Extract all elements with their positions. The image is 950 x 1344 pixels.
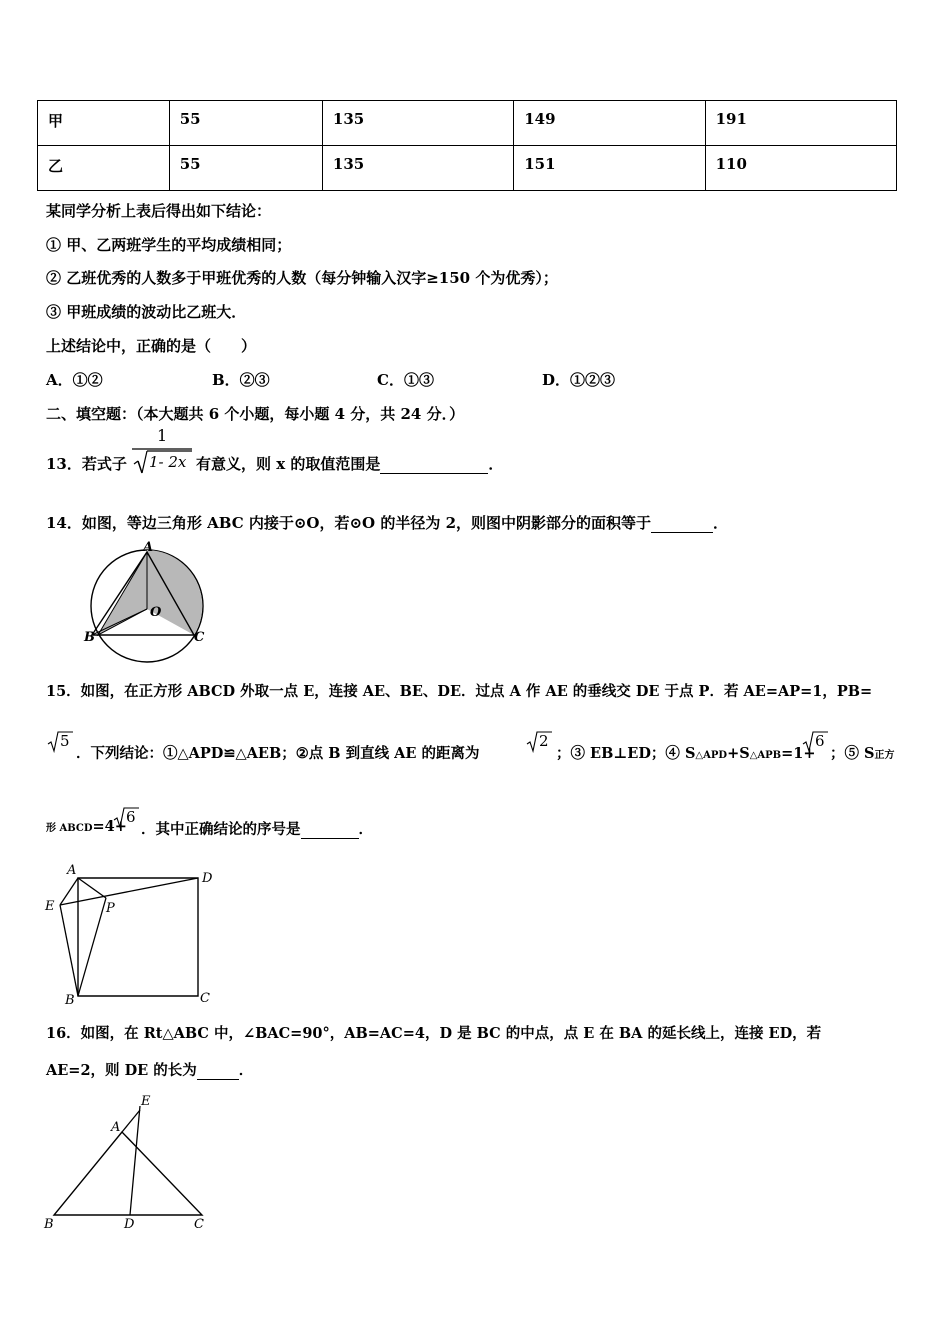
q16-line2-text: AE=2，则 DE 的长为 — [46, 1062, 197, 1079]
label-p: P — [106, 901, 115, 916]
section-2-heading: 二、填空题：（本大题共 6 个小题，每小题 4 分，共 24 分．） — [46, 405, 465, 423]
label-b: B — [65, 993, 75, 1008]
sub-apd: △APD — [695, 750, 728, 761]
square-abcd — [78, 878, 198, 996]
sqrt6b-value: 6 — [126, 808, 136, 826]
shaded-region-left — [98, 552, 147, 635]
table-cell: 191 — [705, 101, 896, 146]
q13-numerator: 1 — [157, 426, 168, 445]
q16-end: ． — [238, 1062, 254, 1079]
conclusion-2: ② 乙班优秀的人数多于甲班优秀的人数（每分钟输入汉字≥150 个为优秀）； — [46, 269, 558, 287]
q14-answer-blank[interactable] — [651, 514, 713, 533]
plus-s: +S — [727, 745, 750, 762]
q16-line1: 16．如图，在 Rt△ABC 中，∠BAC=90°，AB=AC=4，D 是 BC 的中点，点 E 在 BA 的延长线上，连接 ED，若 — [46, 1025, 822, 1042]
q15-figure — [40, 860, 225, 1010]
table-cell: 135 — [322, 146, 513, 191]
sqrt6a-value: 6 — [815, 732, 825, 750]
sub-square-1: 正方 — [874, 750, 895, 761]
label-a: A — [143, 540, 154, 555]
option-a: A．①② — [46, 371, 103, 389]
q15-line2c-text: ；⑤ S — [830, 745, 875, 762]
table-cell: 135 — [322, 101, 513, 146]
label-d: D — [202, 871, 213, 886]
q13-denominator: 1- 2x — [149, 453, 187, 471]
segment-ed — [130, 1106, 140, 1215]
label-o: O — [150, 605, 162, 620]
label-c: C — [194, 1217, 204, 1232]
q15-line2 — [76, 742, 480, 763]
table-cell: 55 — [169, 101, 322, 146]
q14-end: ． — [713, 514, 729, 532]
label-b: B — [44, 1217, 54, 1232]
segment-ed — [60, 878, 198, 905]
option-d: D．①②③ — [542, 371, 616, 389]
shaded-region-right — [147, 550, 202, 635]
sqrt5-value: 5 — [60, 732, 70, 750]
option-c: C．①③ — [377, 371, 434, 389]
table-cell: 55 — [169, 146, 322, 191]
segment-pb — [78, 898, 106, 996]
label-a: A — [67, 863, 77, 878]
q15-line3-text: ．其中正确结论的序号是 — [141, 821, 301, 838]
question-prompt: 上述结论中，正确的是（ ） — [46, 337, 257, 355]
q16-figure — [42, 1090, 222, 1235]
segment-ap — [78, 878, 106, 898]
label-b: B — [84, 630, 95, 645]
q13-answer-blank[interactable] — [380, 455, 488, 474]
table-cell: 149 — [514, 101, 705, 146]
table-cell: 甲 — [38, 101, 170, 146]
table-row — [38, 146, 897, 191]
label-e: E — [141, 1094, 151, 1109]
sqrt2-value: 2 — [539, 732, 549, 750]
label-c: C — [200, 991, 210, 1006]
sub-square-2: 形 ABCD — [46, 823, 93, 834]
table-row — [38, 101, 897, 146]
score-table — [37, 100, 897, 191]
conclusion-1: ① 甲、乙两班学生的平均成绩相同； — [46, 236, 292, 254]
q15-line2-cont — [556, 742, 816, 763]
q13-prefix: 13．若式子 — [46, 455, 127, 473]
label-c: C — [194, 630, 205, 645]
eq2: =4+ — [92, 818, 127, 835]
label-a: A — [111, 1120, 121, 1135]
table-cell: 110 — [705, 146, 896, 191]
sub-apb: △APB — [749, 750, 782, 761]
q14-question: 14．如图，等边三角形 ABC 内接于⊙O，若⊙O 的半径为 2，则图中阴影部分的面积等于 — [46, 514, 652, 532]
label-d: D — [124, 1217, 135, 1232]
triangle-abc — [54, 1132, 202, 1215]
q15-end: ． — [358, 821, 373, 838]
q15-line1: 15．如图，在正方形 ABCD 外取一点 E，连接 AE、BE、DE．过点 A 作 AE 的垂线交 DE 于点 P．若 AE=AP=1，PB= — [46, 683, 873, 700]
q16-line2 — [46, 1059, 253, 1080]
label-e: E — [45, 899, 55, 914]
option-b: B．②③ — [212, 371, 270, 389]
q16-answer-blank[interactable] — [197, 1062, 239, 1080]
q15-answer-blank[interactable] — [301, 821, 359, 839]
table-cell: 乙 — [38, 146, 170, 191]
segment-ae — [60, 878, 78, 905]
analysis-intro: 某同学分析上表后得出如下结论： — [46, 202, 272, 220]
eq1: =1+ — [781, 745, 816, 762]
q14-figure — [84, 538, 214, 668]
q15-line2a: ．下列结论：①△APD≌△AEB；②点 B 到直线 AE 的距离为 — [76, 745, 480, 762]
q13-suffix — [196, 453, 503, 474]
segment-eb — [60, 905, 78, 996]
table-cell: 151 — [514, 146, 705, 191]
q15-line2b: ；③ EB⊥ED；④ S — [556, 745, 696, 762]
q15-line2c — [830, 742, 895, 763]
q13-end: ． — [488, 455, 504, 473]
q14-text — [46, 512, 728, 533]
conclusion-3: ③ 甲班成绩的波动比乙班大． — [46, 303, 247, 321]
q15-line3 — [141, 818, 373, 839]
q13-suffix-text: 有意义，则 x 的取值范围是 — [196, 455, 381, 473]
